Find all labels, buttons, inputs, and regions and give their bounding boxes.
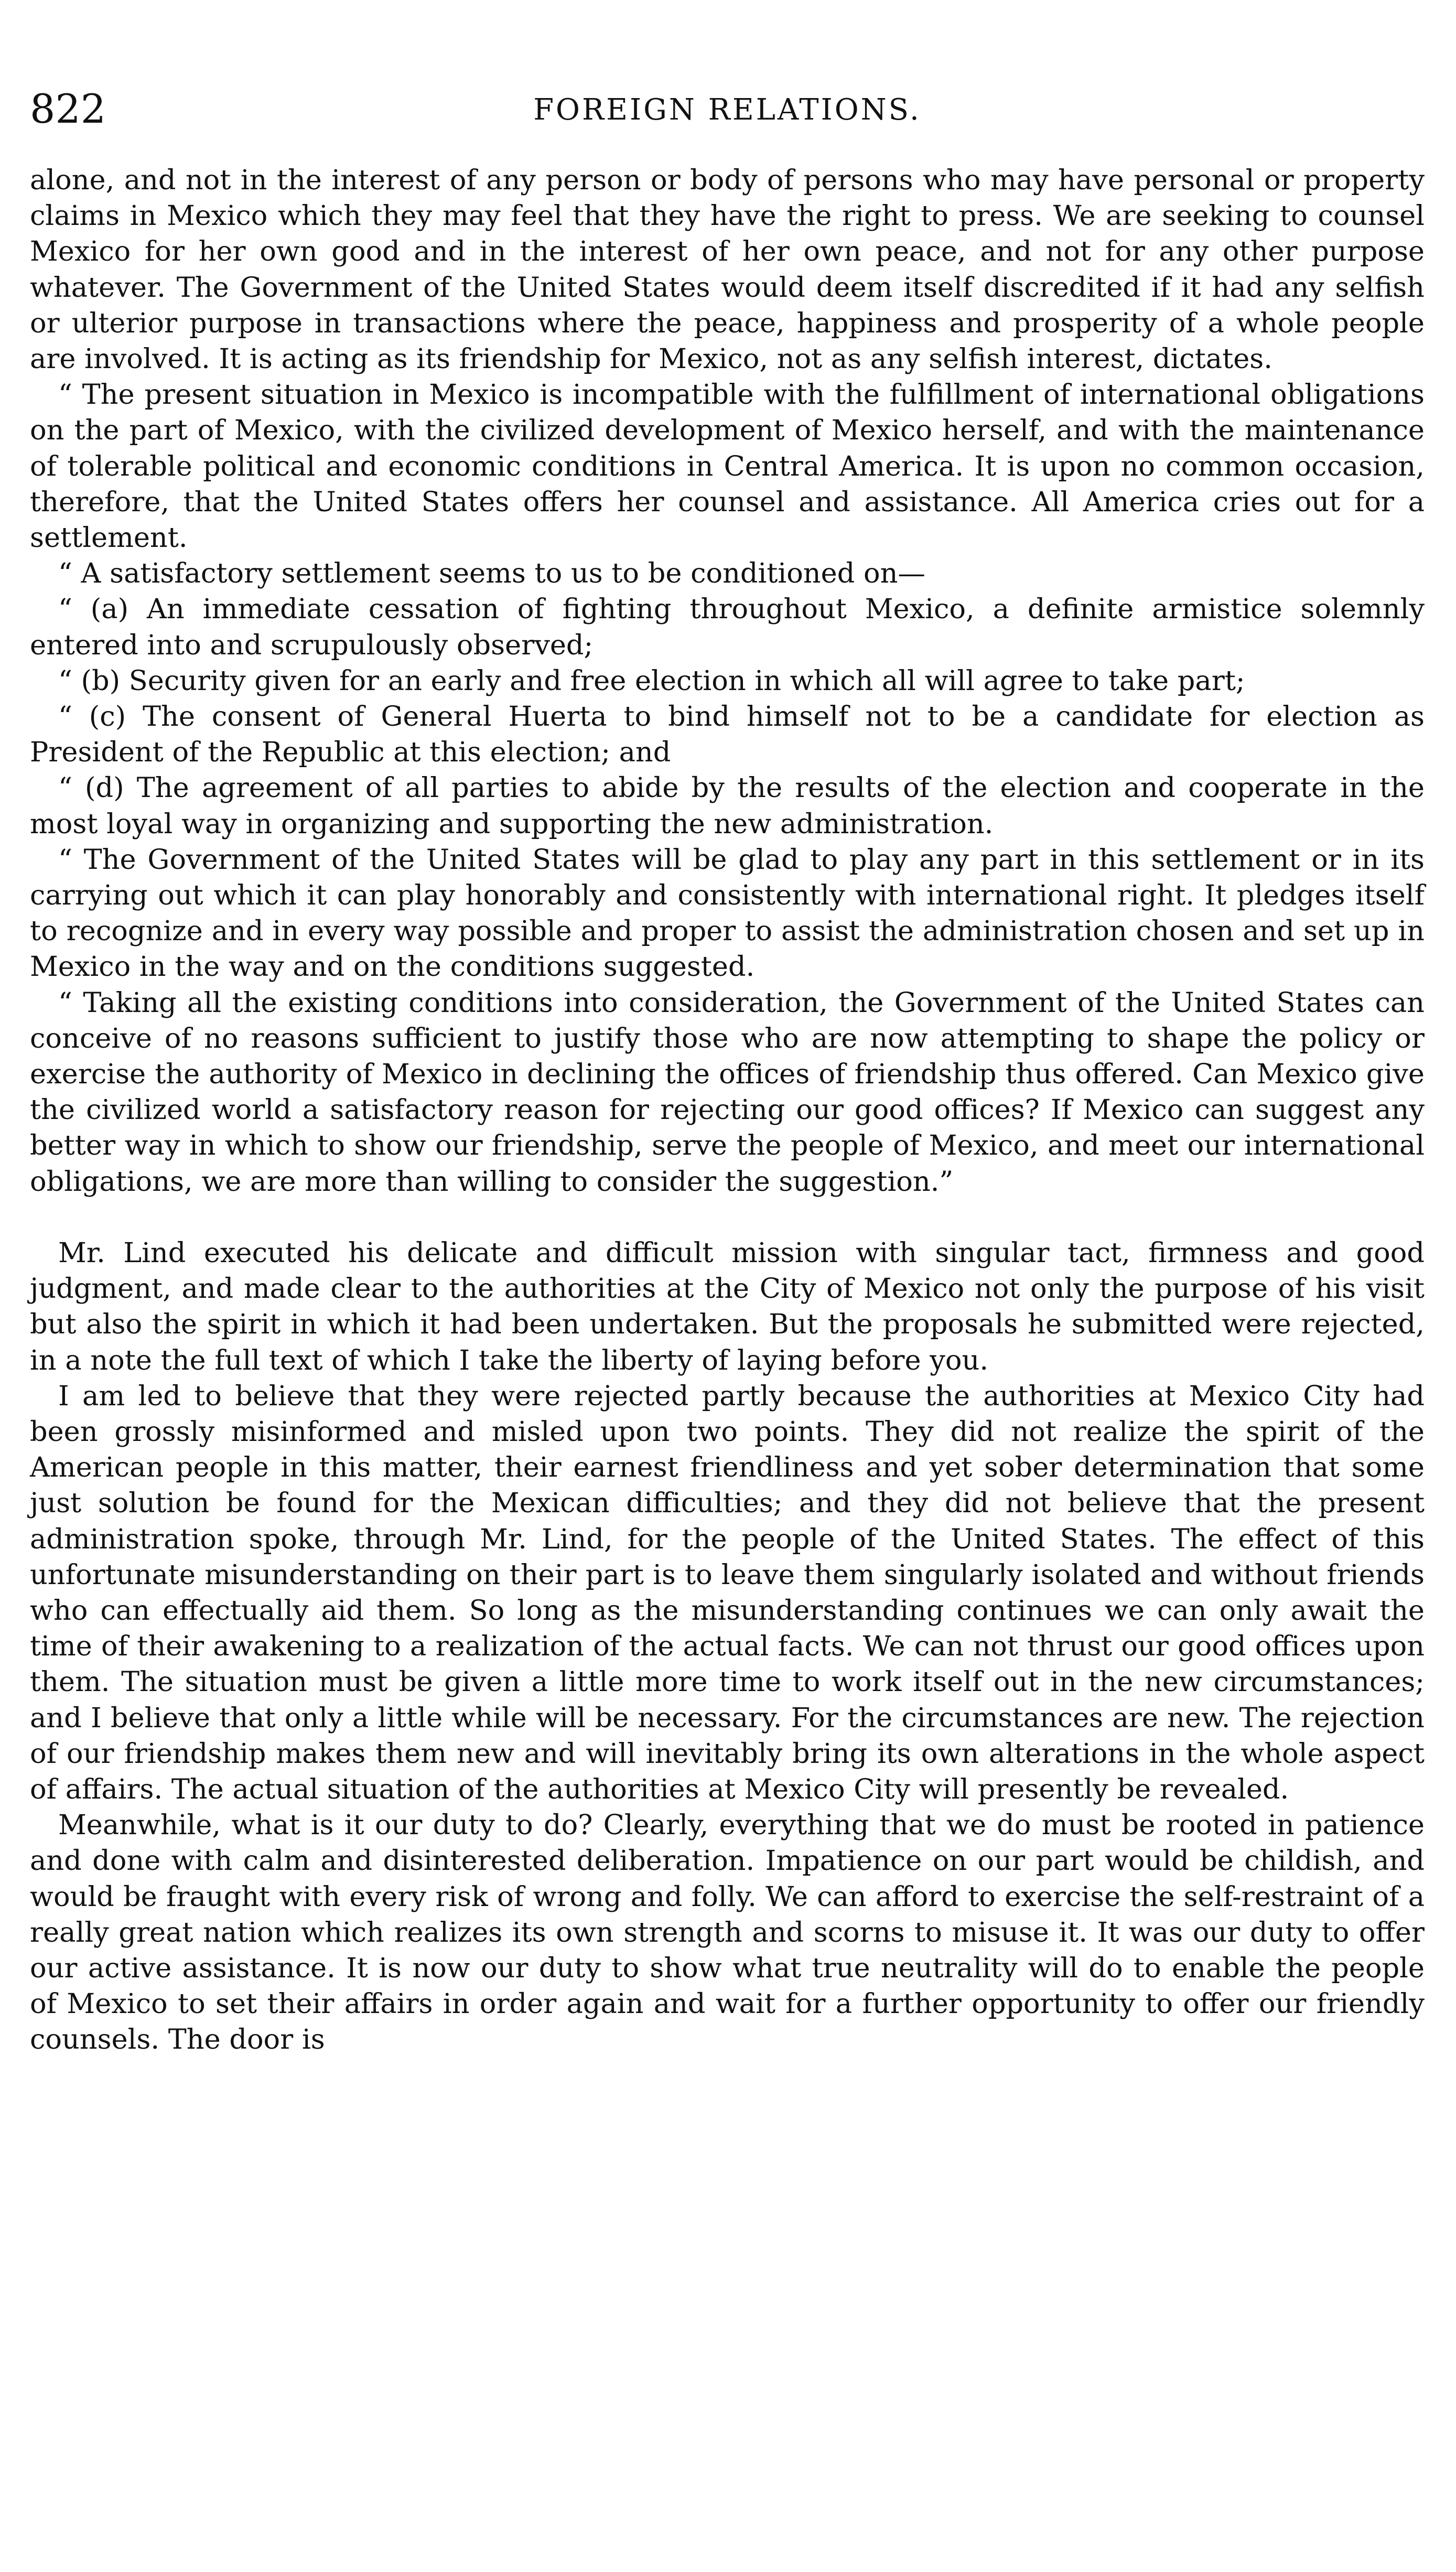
paragraph: “ (d) The agreement of all parties to abide by the results of the election and cooperate in the most loyal way in organizing and supporting the new administration. — [30, 772, 1425, 840]
paragraph: I am led to believe that they were rejected partly because the authorities at Mexico City had been grossly misinformed and misled upon two points. They did not realize the spirit of the American people in this matter, their earnest friendliness and yet sober determination that some just solution be found for the Mexican difficulties; and they did not believe that the present administration spoke, through Mr. Lind, for the people of the United States. The effect of this unfortunate misunderstanding on their part is to leave them singularly isolated and without friends who can effectually aid them. So long as the misunderstanding continues we can only await the time of their awakening to a realization of the actual facts. We can not thrust our good offices upon them. The situation must be given a little more time to work itself out in the new circumstances; and I believe that only a little while will be necessary. For the circumstances are new. The rejection of our friendship makes them new and will inevitably bring its own alterations in the whole aspect of affairs. The actual situation of the authorities at Mexico City will presently be revealed. — [30, 1380, 1425, 1805]
paragraph: “ A satisfactory settlement seems to us to be conditioned on— — [58, 557, 925, 590]
page-header — [30, 84, 1425, 142]
paragraph: “ (a) An immediate cessation of fighting throughout Mexico, a definite armistice solemnly entered into and scrupulously observed; — [30, 593, 1425, 661]
paragraph: “ Taking all the existing conditions into consideration, the Government of the United States can conceive of no reasons sufficient to justify those who are now attempting to shape the policy or exercise the authority of Mexico in declining the offices of friendship thus offered. Can Mexico give the civilized world a satisfactory reason for rejecting our good offices? If Mexico can suggest any better way in which to show our friendship, serve the people of Mexico, and meet our international obligations, we are more than willing to consider the suggestion.” — [30, 986, 1425, 1198]
paragraph: “ The Government of the United States will be glad to play any part in this settlement or in its carrying out which it can play honorably and consistently with international right. It pledges itself to recognize and in every way possible and proper to assist the administration chosen and set up in Mexico in the way and on the conditions suggested. — [30, 843, 1425, 983]
paragraph: Meanwhile, what is it our duty to do? Clearly, everything that we do must be rooted in patience and done with calm and disinterested deliberation. Impatience on our part would be childish, and would be fraught with every risk of wrong and folly. We can afford to exercise the self-restraint of a really great nation which realizes its own strength and scorns to misuse it. It was our duty to offer our active assistance. It is now our duty to show what true neutrality will do to enable the people of Mexico to set their affairs in order again and wait for a further opportunity to offer our friendly counsels. The door is — [30, 1809, 1425, 2056]
paragraph: “ (c) The consent of General Huerta to bind himself not to be a candidate for election as President of the Republic at this election; and — [30, 701, 1425, 769]
running-head: FOREIGN RELATIONS. — [533, 93, 921, 127]
page-number: 822 — [30, 85, 106, 132]
paragraph: Mr. Lind executed his delicate and difficult mission with singular tact, firmness and good judgment, and made clear to the authorities at the City of Mexico not only the purpose of his visit but also the spirit in which it had been undertaken. But the proposals he submitted were rejected, in a note the full text of which I take the liberty of laying before you. — [30, 1236, 1425, 1376]
body-text — [30, 163, 1425, 2058]
paragraph: alone, and not in the interest of any person or body of persons who may have personal or property claims in Mexico which they may feel that they have the right to press. We are seeking to counsel Mexico for her own good and in the interest of her own peace, and not for any other purpose whatever. The Government of the United States would deem itself discredited if it had any selfish or ulterior purpose in transactions where the peace, happiness and prosperity of a whole people are involved. It is acting as its friendship for Mexico, not as any selfish interest, dictates. — [30, 164, 1425, 375]
paragraph: “ The present situation in Mexico is incompatible with the fulfillment of international obligations on the part of Mexico, with the civilized development of Mexico herself, and with the maintenance of tolerable political and economic conditions in Central America. It is upon no common occasion, therefore, that the United States offers her counsel and assistance. All America cries out for a settlement. — [30, 379, 1425, 554]
paragraph: “ (b) Security given for an early and free election in which all will agree to take part; — [58, 664, 1245, 697]
